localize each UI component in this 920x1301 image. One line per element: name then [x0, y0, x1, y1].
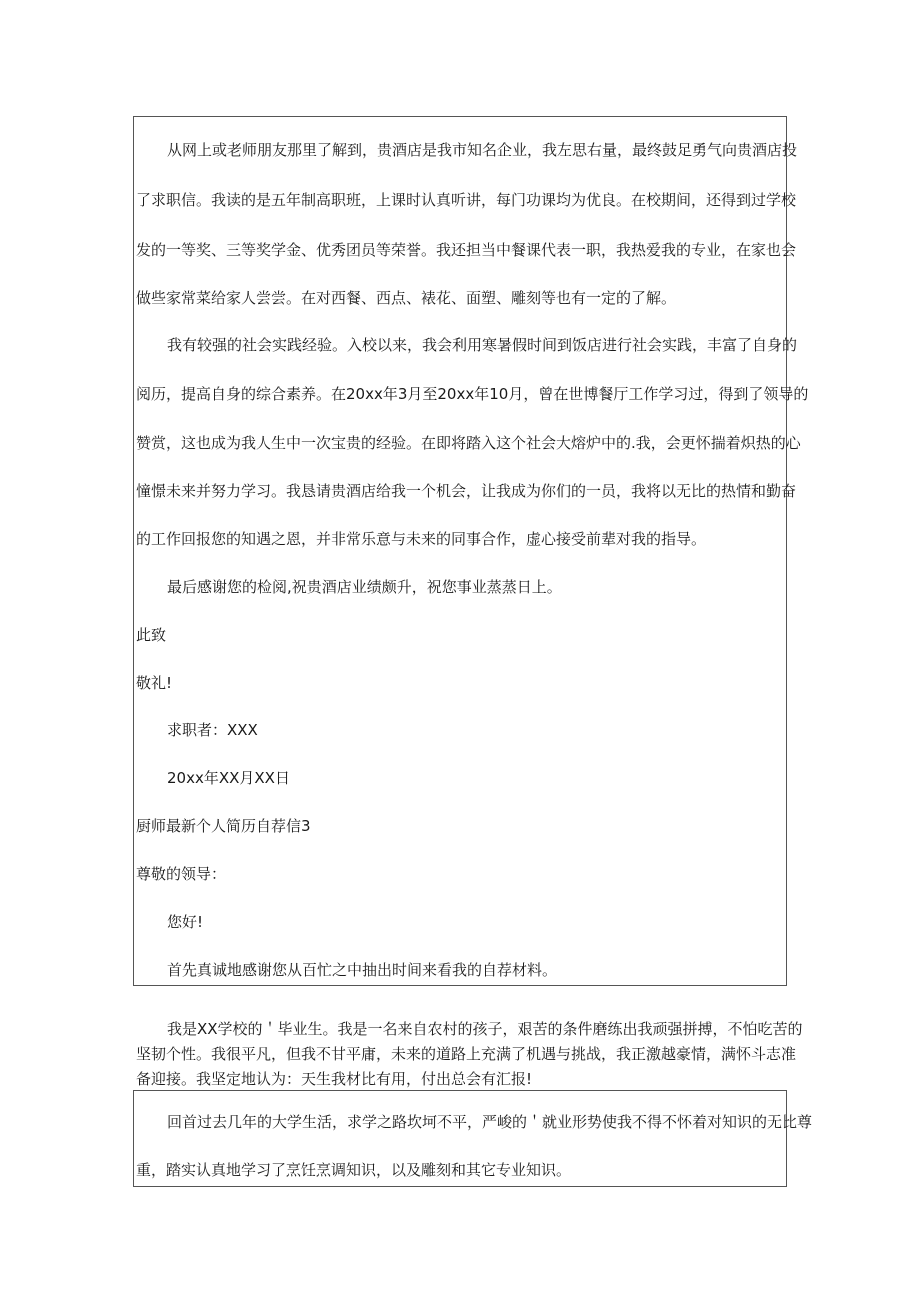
text-line: 坚韧个性。我很平凡，但我不甘平庸，未来的道路上充满了机遇与挑战，我正激越豪情，满怀斗志准: [136, 1045, 797, 1063]
greeting: 尊敬的领导：: [136, 865, 227, 883]
date: 20xx年XX月XX日: [167, 769, 290, 787]
text-line: 赞赏，这也成为我人生中一次宝贵的经验。在即将踏入这个社会大熔炉中的.我，会更怀揣着炽热的心: [136, 434, 801, 452]
closing-wishes: 最后感谢您的检阅,祝贵酒店业绩颇升，祝您事业蒸蒸日上。: [167, 578, 562, 596]
text-line: 阅历，提高自身的综合素养。在20xx年3月至20xx年10月，曾在世博餐厅工作学习过，得到了领导的: [136, 385, 809, 403]
section-title: 厨师最新个人简历自荐信3: [136, 817, 311, 835]
text-line: 备迎接。我坚定地认为：天生我材比有用，付出总会有汇报!: [136, 1070, 533, 1088]
text-line: 的工作回报您的知遇之恩，并非常乐意与未来的同事合作，虚心接受前辈对我的指导。: [136, 530, 707, 548]
text-line: 回首过去几年的大学生活，求学之路坎坷不平，严峻的＇就业形势使我不得不怀着对知识的无比尊: [167, 1113, 813, 1131]
text-line: 做些家常菜给家人尝尝。在对西餐、西点、裱花、面塑、雕刻等也有一定的了解。: [136, 289, 677, 307]
text-line: 重，踏实认真地学习了烹饪烹调知识，以及雕刻和其它专业知识。: [136, 1161, 572, 1179]
intro-line: 首先真诚地感谢您从百忙之中抽出时间来看我的自荐材料。: [167, 961, 558, 979]
text-line: 憧憬未来并努力学习。我恳请贵酒店给我一个机会，让我成为你们的一员，我将以无比的热情和勤奋: [136, 482, 797, 500]
salutation-line2: 敬礼!: [136, 674, 173, 692]
text-line: 我是XX学校的＇毕业生。我是一名来自农村的孩子，艰苦的条件磨练出我顽强拼搏，不怕吃苦的: [167, 1020, 803, 1038]
salutation-line1: 此致: [136, 626, 167, 644]
hello: 您好!: [167, 913, 204, 931]
text-line: 从网上或老师朋友那里了解到，贵酒店是我市知名企业，我左思右量，最终鼓足勇气向贵酒店投: [167, 141, 798, 159]
text-line: 了求职信。我读的是五年制高职班，上课时认真听讲，每门功课均为优良。在校期间，还得到过学校: [136, 191, 797, 209]
signer: 求职者：XXX: [167, 721, 258, 739]
text-line: 我有较强的社会实践经验。入校以来，我会利用寒暑假时间到饭店进行社会实践，丰富了自身的: [167, 336, 798, 354]
text-line: 发的一等奖、三等奖学金、优秀团员等荣誉。我还担当中餐课代表一职，我热爱我的专业，在家也会: [136, 241, 797, 259]
